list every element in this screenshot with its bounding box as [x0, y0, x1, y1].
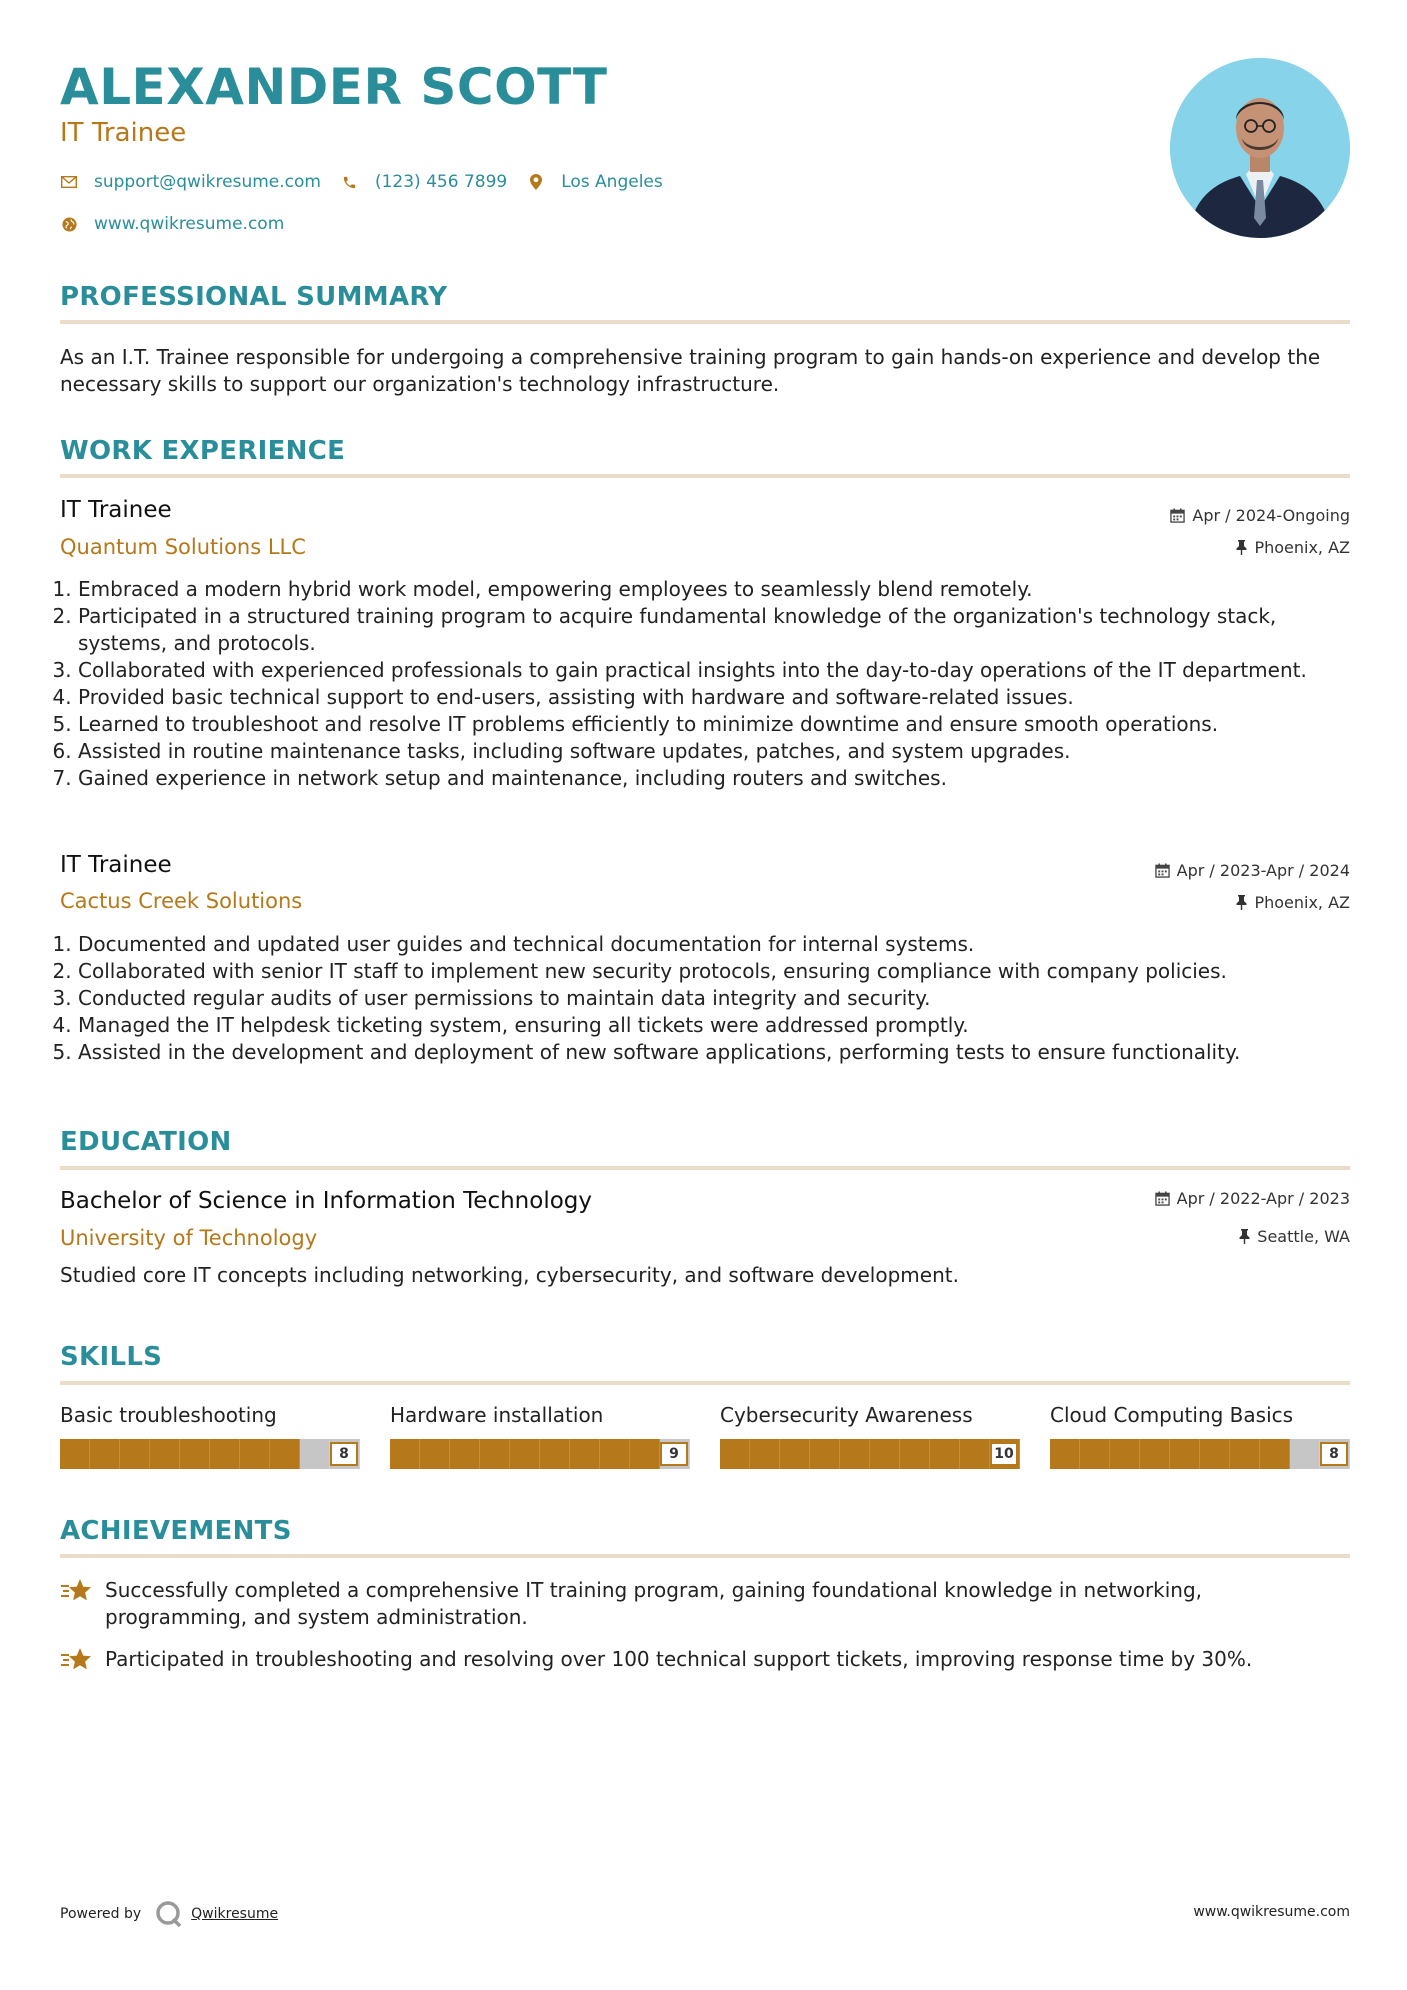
education-dates-text: Apr / 2022-Apr / 2023 [1176, 1189, 1350, 1208]
skill-item [720, 1403, 1020, 1469]
contact-email[interactable] [60, 172, 321, 192]
job-title: IT Trainee [60, 497, 172, 523]
job-company: Cactus Creek Solutions [60, 889, 303, 913]
skill-label: Hardware installation [390, 1403, 604, 1427]
job-location [1236, 893, 1350, 912]
skill-segment [1140, 1439, 1170, 1469]
section-divider [60, 1166, 1350, 1170]
skill-segment [300, 1439, 330, 1469]
qwikresume-logo-icon [155, 1900, 183, 1928]
skill-segment [600, 1439, 630, 1469]
skill-item [1050, 1403, 1350, 1469]
job-location-text: Phoenix, AZ [1254, 893, 1350, 912]
skill-segment [240, 1439, 270, 1469]
education-heading: EDUCATION [60, 1127, 232, 1157]
footer-powered-by [60, 1900, 278, 1928]
skill-label: Cloud Computing Basics [1050, 1403, 1294, 1427]
skill-segment [960, 1439, 990, 1469]
skill-segment [510, 1439, 540, 1469]
star-icon [60, 1646, 92, 1674]
job-dates-text: Apr / 2023-Apr / 2024 [1176, 861, 1350, 880]
skill-segment [480, 1439, 510, 1469]
profile-photo [1170, 58, 1350, 238]
skill-item [60, 1403, 360, 1469]
email-text: support@qwikresume.com [94, 172, 321, 192]
skill-segment [1110, 1439, 1140, 1469]
skill-segment [1260, 1439, 1290, 1469]
education-dates [1155, 1189, 1350, 1208]
skill-item [390, 1403, 690, 1469]
skill-bar [720, 1439, 1020, 1469]
skill-segment [210, 1439, 240, 1469]
pushpin-icon [1239, 1229, 1250, 1244]
list-item: 1. Embraced a modern hybrid work model, empowering employees to seamlessly blend remotely. [78, 576, 1368, 603]
job-duties-list [60, 931, 1368, 1066]
list-item: 4. Provided basic technical support to end-users, assisting with hardware and software-related issues. [78, 684, 1368, 711]
skill-segment [720, 1439, 750, 1469]
section-divider [60, 1381, 1350, 1385]
contact-website[interactable] [60, 214, 284, 234]
list-item: 3. Conducted regular audits of user permissions to maintain data integrity and security. [78, 985, 1368, 1012]
education-description: Studied core IT concepts including networking, cybersecurity, and software development. [60, 1263, 959, 1287]
list-item: 4. Managed the IT helpdesk ticketing system, ensuring all tickets were addressed promptly. [78, 1012, 1368, 1039]
job-location-text: Phoenix, AZ [1254, 538, 1350, 557]
list-item: 2. Participated in a structured training program to acquire fundamental knowledge of the organization's technology stack, systems, and protocols. [78, 603, 1368, 657]
skill-level-badge: 8 [330, 1442, 358, 1466]
skill-segment [90, 1439, 120, 1469]
star-icon [60, 1577, 92, 1605]
skill-segment [120, 1439, 150, 1469]
skill-segment [1050, 1439, 1080, 1469]
skill-segment [630, 1439, 660, 1469]
candidate-role: IT Trainee [60, 118, 187, 148]
skill-level-badge: 10 [990, 1442, 1018, 1466]
section-divider [60, 474, 1350, 478]
list-item: 7. Gained experience in network setup and maintenance, including routers and switches. [78, 765, 1368, 792]
achievement-text: Successfully completed a comprehensive IT training program, gaining foundational knowledge in networking, programming, and system administration. [105, 1578, 1203, 1629]
footer-website[interactable]: www.qwikresume.com [1193, 1904, 1350, 1920]
skill-bar [1050, 1439, 1350, 1469]
resume-page [60, 0, 1350, 1990]
calendar-icon [1155, 1191, 1170, 1206]
job-location [1236, 538, 1350, 557]
skill-segment [930, 1439, 960, 1469]
skill-segment [150, 1439, 180, 1469]
map-pin-icon [527, 173, 545, 191]
contact-row-primary [60, 172, 683, 192]
skill-segment [180, 1439, 210, 1469]
list-item: 5. Learned to troubleshoot and resolve IT problems efficiently to minimize downtime and ensure smooth operations. [78, 711, 1368, 738]
summary-text: As an I.T. Trainee responsible for undergoing a comprehensive training program to gain hands-on experience and develop the necessary skills to support our organization's technology infrastructure. [60, 345, 1321, 396]
contact-row-secondary [60, 214, 304, 234]
list-item: 6. Assisted in routine maintenance tasks, including software updates, patches, and system upgrades. [78, 738, 1368, 765]
phone-icon [341, 173, 359, 191]
job-dates [1170, 506, 1350, 525]
contact-location [527, 172, 663, 192]
skill-level-badge: 8 [1320, 1442, 1348, 1466]
skill-segment [270, 1439, 300, 1469]
section-divider [60, 1554, 1350, 1558]
website-text: www.qwikresume.com [94, 214, 285, 234]
skill-segment [750, 1439, 780, 1469]
experience-heading: WORK EXPERIENCE [60, 436, 346, 466]
school-name: University of Technology [60, 1226, 318, 1250]
skill-label: Basic troubleshooting [60, 1403, 277, 1427]
phone-text: (123) 456 7899 [374, 172, 508, 192]
skill-level-badge: 9 [660, 1442, 688, 1466]
skill-segment [540, 1439, 570, 1469]
powered-by-text: Powered by [60, 1906, 142, 1922]
skill-bar [60, 1439, 360, 1469]
job-dates-text: Apr / 2024-Ongoing [1192, 506, 1350, 525]
education-location-text: Seattle, WA [1257, 1227, 1350, 1246]
skill-segment [570, 1439, 600, 1469]
achievements-heading: ACHIEVEMENTS [60, 1516, 292, 1546]
job-title: IT Trainee [60, 852, 172, 878]
qwikresume-link[interactable]: Qwikresume [191, 1906, 279, 1922]
list-item: 2. Collaborated with senior IT staff to implement new security protocols, ensuring compliance with company policies. [78, 958, 1368, 985]
job-duties-list [60, 576, 1368, 792]
achievement-item [60, 1646, 1350, 1674]
degree-title: Bachelor of Science in Information Technology [60, 1188, 592, 1214]
skill-label: Cybersecurity Awareness [720, 1403, 973, 1427]
achievement-text: Participated in troubleshooting and resolving over 100 technical support tickets, improving response time by 30%. [105, 1647, 1253, 1671]
skill-segment [780, 1439, 810, 1469]
contact-phone[interactable] [341, 172, 507, 192]
achievement-item [60, 1577, 1350, 1631]
skill-segment [1290, 1439, 1320, 1469]
skill-segment [60, 1439, 90, 1469]
envelope-icon [60, 173, 78, 191]
skill-segment [900, 1439, 930, 1469]
skill-segment [1170, 1439, 1200, 1469]
list-item: 3. Collaborated with experienced professionals to gain practical insights into the day-to-day operations of the IT department. [78, 657, 1368, 684]
pushpin-icon [1236, 540, 1247, 555]
education-location [1239, 1227, 1350, 1246]
section-divider [60, 320, 1350, 324]
skills-heading: SKILLS [60, 1342, 163, 1372]
pushpin-icon [1236, 895, 1247, 910]
skill-segment [390, 1439, 420, 1469]
skill-segment [1080, 1439, 1110, 1469]
summary-heading: PROFESSIONAL SUMMARY [60, 282, 448, 312]
skill-segment [1230, 1439, 1260, 1469]
list-item: 1. Documented and updated user guides and technical documentation for internal systems. [78, 931, 1368, 958]
globe-icon [60, 215, 78, 233]
job-dates [1155, 861, 1350, 880]
list-item: 5. Assisted in the development and deployment of new software applications, performing tests to ensure functionality. [78, 1039, 1368, 1066]
skill-segment [420, 1439, 450, 1469]
location-text: Los Angeles [561, 172, 663, 192]
skill-segment [840, 1439, 870, 1469]
job-company: Quantum Solutions LLC [60, 535, 306, 559]
skill-bar [390, 1439, 690, 1469]
skill-segment [450, 1439, 480, 1469]
person-portrait-icon [1170, 58, 1350, 238]
skill-segment [810, 1439, 840, 1469]
calendar-icon [1170, 508, 1185, 523]
skill-segment [870, 1439, 900, 1469]
skill-segment [1200, 1439, 1230, 1469]
candidate-name: ALEXANDER SCOTT [60, 58, 608, 116]
calendar-icon [1155, 863, 1170, 878]
